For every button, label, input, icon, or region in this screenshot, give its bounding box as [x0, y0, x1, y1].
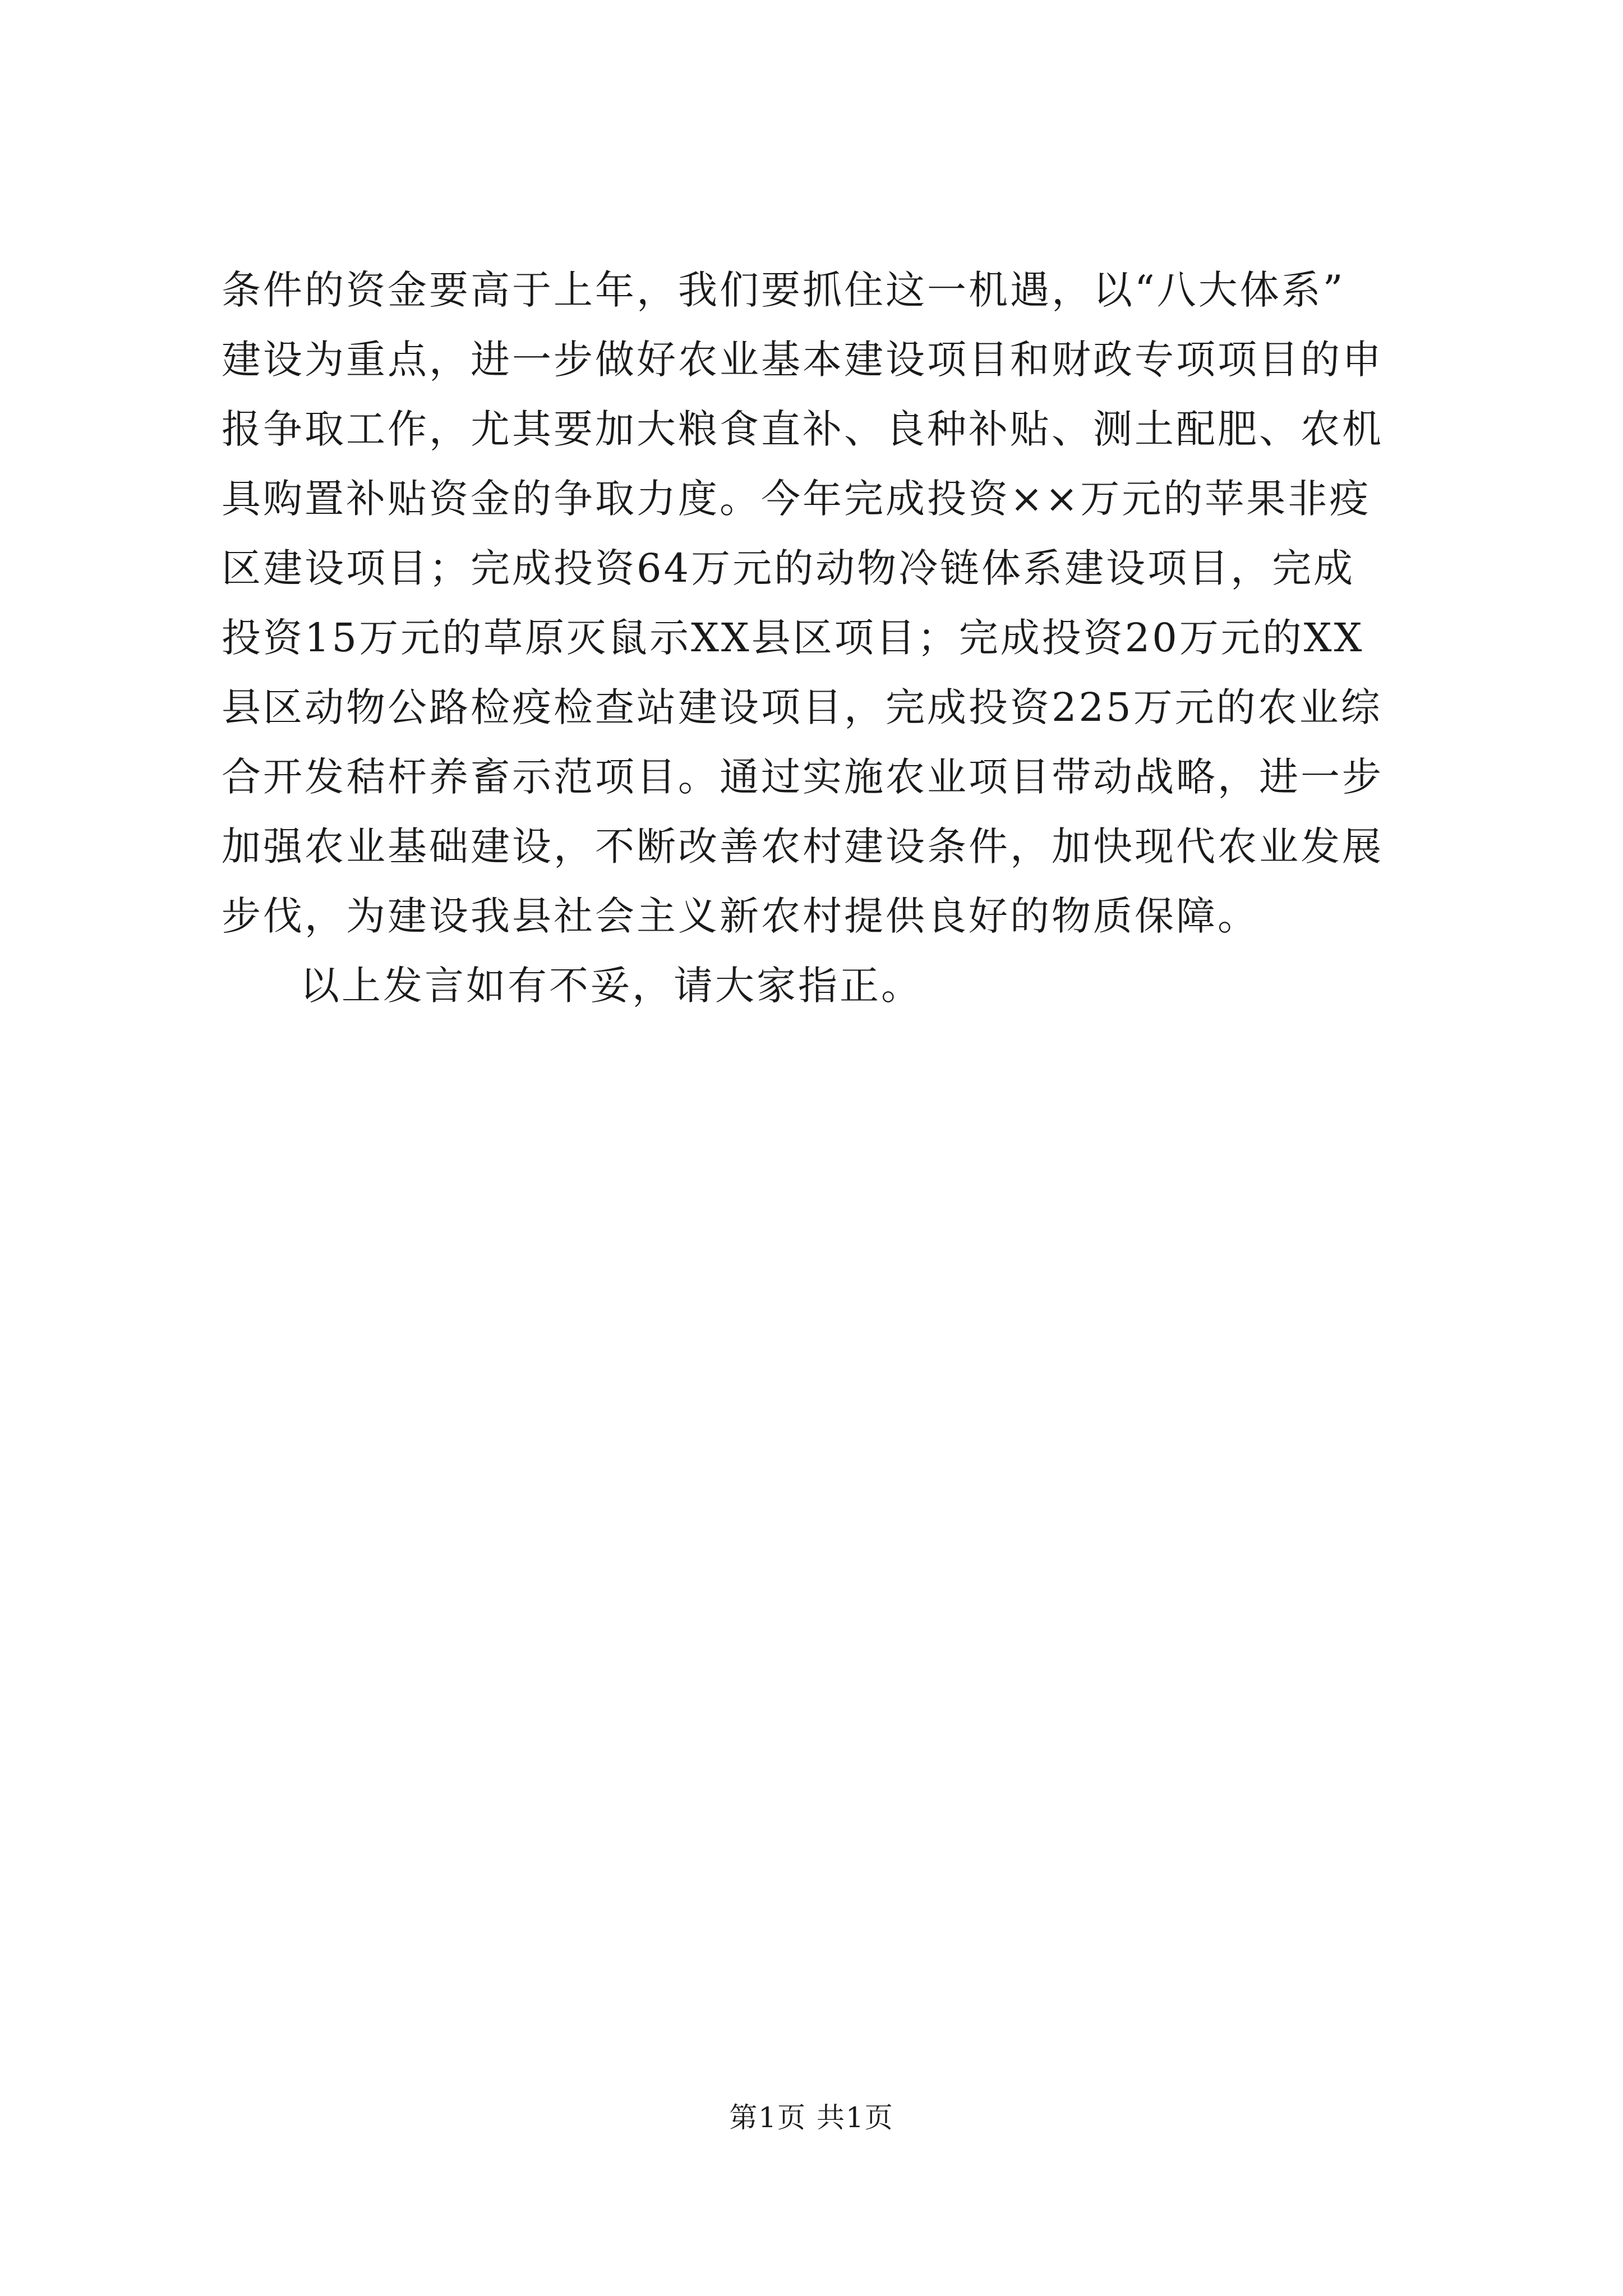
- page-footer: [0, 2098, 1623, 2137]
- paragraph-line: 条件的资金要高于上年，我们要抓住这一机遇，以“八大体系”: [222, 267, 1345, 313]
- paragraph-line: 加强农业基础建设，不断改善农村建设条件，加快现代农业发展: [222, 823, 1384, 869]
- paragraph-line: 区建设项目；完成投资64万元的动物冷链体系建设项目，完成: [222, 545, 1355, 591]
- paragraph-line: 建设为重点，进一步做好农业基本建设项目和财政专项项目的申: [222, 337, 1384, 383]
- paragraph-line: 步伐，为建设我县社会主义新农村提供良好的物质保障。: [222, 893, 1259, 939]
- paragraph-line: 报争取工作，尤其要加大粮食直补、良种补贴、测土配肥、农机: [222, 406, 1384, 452]
- paragraph-line: 具购置补贴资金的争取力度。今年完成投资××万元的苹果非疫: [222, 476, 1371, 522]
- paragraph-line: 县区动物公路检疫检查站建设项目，完成投资225万元的农业综: [222, 684, 1382, 730]
- paragraph-line: 投资15万元的草原灭鼠示XX县区项目；完成投资20万元的XX: [222, 615, 1364, 661]
- document-body: [222, 255, 1433, 1020]
- page-number: 第1页 共1页: [729, 2101, 894, 2134]
- paragraph-line: 合开发秸杆养畜示范项目。通过实施农业项目带动战略，进一步: [222, 754, 1384, 800]
- closing-remark: 以上发言如有不妥，请大家指正。: [300, 963, 923, 1009]
